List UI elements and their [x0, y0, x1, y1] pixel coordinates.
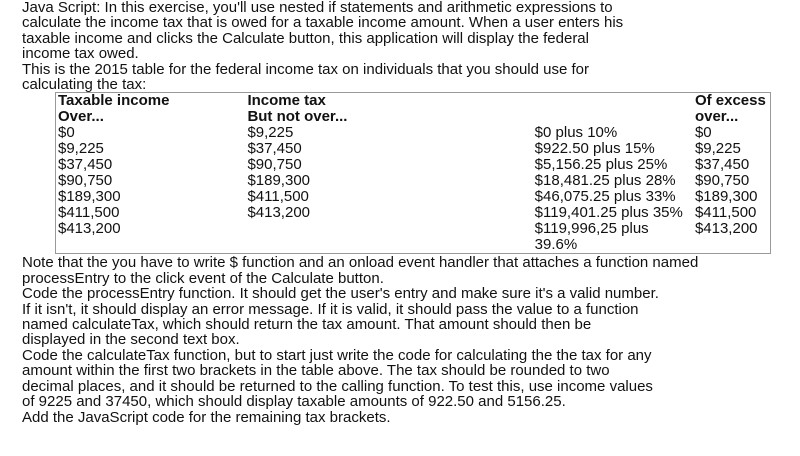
table-row — [56, 221, 771, 254]
table-header-row — [56, 93, 771, 126]
cell-but-not-over: $90,750 — [247, 156, 302, 174]
cell-tax: $119,996,25 plus 39.6% — [534, 220, 649, 254]
table-row — [56, 141, 771, 157]
cell-of-excess: $37,450 — [694, 156, 750, 174]
cell-but-not-over — [245, 221, 532, 254]
header-taxable-income: Taxable income Over... — [58, 92, 170, 126]
cell-tax: $922.50 plus 15% — [534, 140, 655, 158]
cell-over: $37,450 — [58, 156, 113, 174]
text-line: Note that the you have to write $ function and an onload event handler that attaches a function named — [22, 254, 699, 272]
cell-but-not-over: $9,225 — [247, 124, 294, 142]
cell-over: $413,200 — [58, 220, 121, 238]
intro-line: calculating the tax: — [22, 76, 147, 94]
document — [22, 0, 792, 425]
cell-over: $411,500 — [58, 204, 120, 222]
text-line: of 9225 and 37450, which should display taxable amounts of 922.50 and 5156.25. — [22, 393, 566, 411]
cell-of-excess: $189,300 — [694, 188, 758, 206]
cell-over: $0 — [58, 124, 75, 142]
header-of-excess: Of excess over... — [694, 92, 766, 126]
header-income-tax: Income tax But not over... — [247, 92, 348, 126]
text-line: Add the JavaScript code for the remaining tax brackets. — [22, 408, 391, 426]
intro-line: taxable income and clicks the Calculate button, this application will display the federal — [22, 29, 589, 47]
cell-tax: $119,401.25 plus 35% — [534, 204, 683, 222]
text-line: processEntry to the click event of the Calculate button. — [22, 269, 384, 287]
intro-line: calculate the income tax that is owed for a taxable income amount. When a user enters his — [22, 14, 624, 32]
cell-over: $9,225 — [58, 140, 104, 158]
cell-of-excess: $0 — [694, 124, 712, 142]
text-line: displayed in the second text box. — [22, 331, 240, 349]
intro-line: This is the 2015 table for the federal income tax on individuals that you should use for — [22, 60, 590, 78]
intro-line: Java Script: In this exercise, you'll use nested if statements and arithmetic expressions to — [22, 0, 613, 16]
cell-of-excess: $413,200 — [694, 220, 758, 238]
cell-tax: $0 plus 10% — [534, 124, 618, 142]
table-row — [56, 157, 771, 173]
text-line: amount within the first two brackets in the table above. The tax should be rounded to two — [22, 362, 610, 380]
table-row — [56, 173, 771, 189]
cell-of-excess: $90,750 — [694, 172, 750, 190]
table-row — [56, 125, 771, 141]
cell-tax: $18,481.25 plus 28% — [534, 172, 676, 190]
cell-but-not-over: $411,500 — [247, 188, 309, 206]
table-row — [56, 189, 771, 205]
text-line: Code the processEntry function. It should get the user's entry and make sure it's a valid number. — [22, 285, 659, 303]
instructions — [22, 255, 792, 424]
cell-but-not-over: $413,200 — [247, 204, 311, 222]
cell-tax: $46,075.25 plus 33% — [534, 188, 676, 206]
text-line: Code the calculateTax function, but to start just write the code for calculating the the tax for any — [22, 346, 652, 364]
text-line: named calculateTax, which should return the tax amount. That amount should then be — [22, 316, 592, 334]
cell-of-excess: $411,500 — [694, 204, 757, 222]
text-line: decimal places, and it should be returned to the calling function. To test this, use income values — [22, 377, 653, 395]
cell-but-not-over: $37,450 — [247, 140, 302, 158]
tax-table — [55, 92, 771, 254]
cell-over: $90,750 — [58, 172, 113, 190]
intro — [22, 0, 792, 92]
cell-of-excess: $9,225 — [694, 140, 741, 158]
cell-but-not-over: $189,300 — [247, 172, 311, 190]
text-line: If it isn't, it should display an error message. If it is valid, it should pass the value to a function — [22, 300, 639, 318]
table-row — [56, 205, 771, 221]
cell-tax: $5,156.25 plus 25% — [534, 156, 668, 174]
header-tax — [533, 93, 693, 126]
intro-line: income tax owed. — [22, 45, 139, 63]
cell-over: $189,300 — [58, 188, 121, 206]
